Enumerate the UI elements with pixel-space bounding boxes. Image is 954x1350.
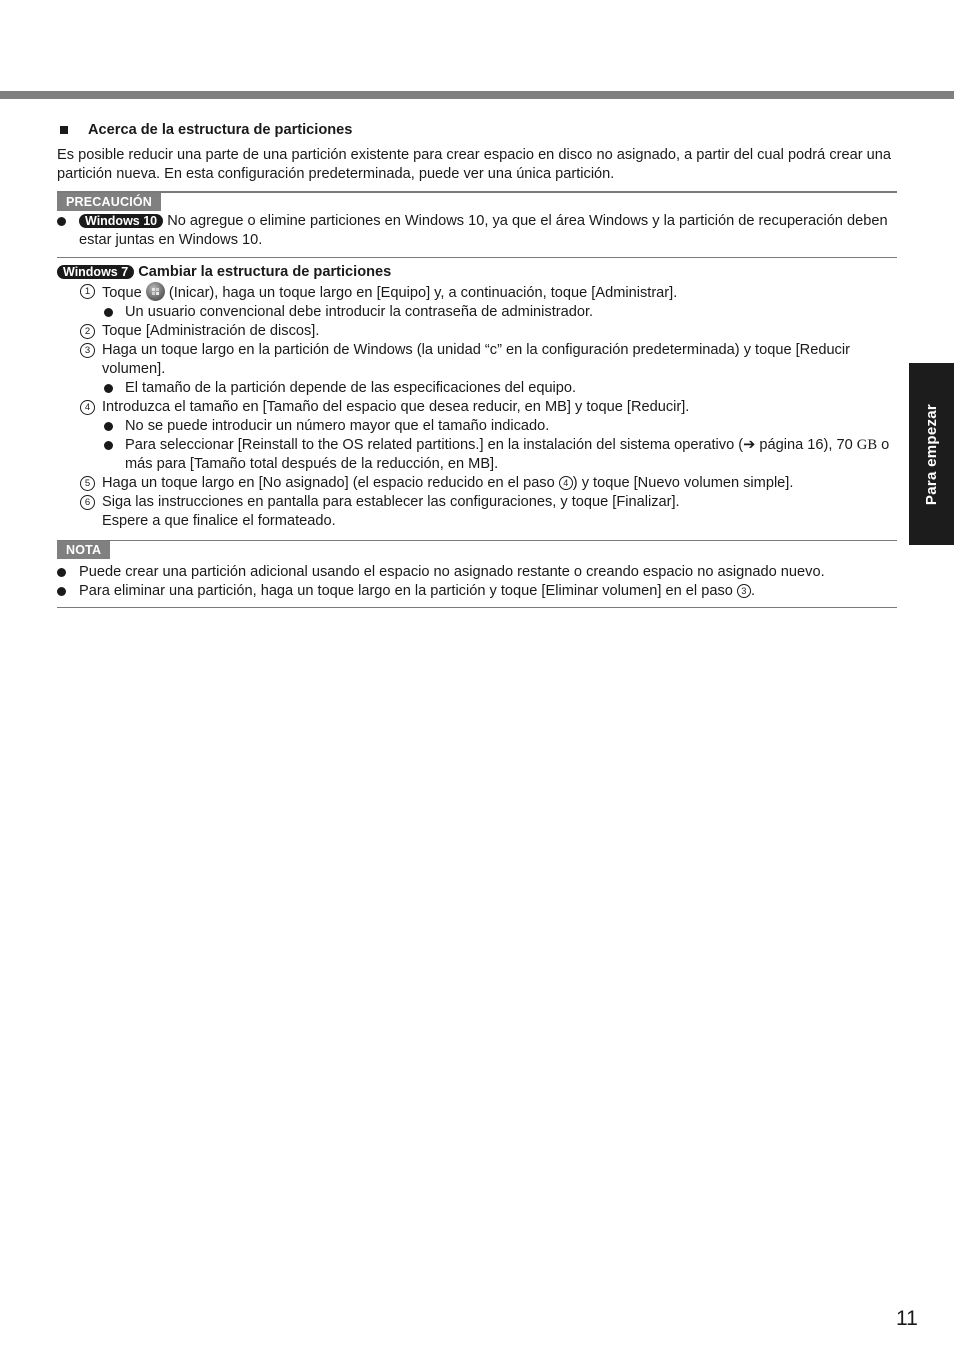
step-number: 3 bbox=[80, 343, 95, 358]
bullet-icon bbox=[57, 217, 66, 226]
windows-10-badge: Windows 10 bbox=[79, 214, 163, 228]
step-number: 2 bbox=[80, 324, 95, 339]
bullet-icon bbox=[104, 441, 113, 450]
step-note-text: o más para [Tamaño total después de la reducción, en MB]. bbox=[125, 437, 890, 472]
step-1 bbox=[57, 282, 897, 303]
caution-label: PRECAUCIÓN bbox=[57, 193, 161, 211]
unit-gb: GB bbox=[856, 437, 878, 453]
step-3-note bbox=[57, 379, 897, 398]
step-text: Toque [Administración de discos]. bbox=[102, 323, 320, 339]
windows-start-icon bbox=[146, 282, 165, 301]
step-note-text: Para seleccionar [Reinstall to the OS related partitions.] en la instalación del sistema operativo ( bbox=[125, 437, 744, 453]
page-content bbox=[57, 121, 897, 608]
bullet-icon bbox=[104, 422, 113, 431]
step-reference: 4 bbox=[559, 476, 573, 490]
step-note-text: No se puede introducir un número mayor que el tamaño indicado. bbox=[125, 418, 550, 434]
page-reference: página 16), 70 bbox=[755, 437, 857, 453]
bullet-icon bbox=[104, 308, 113, 317]
step-text: Introduzca el tamaño en [Tamaño del espacio que desea reducir, en MB] y toque [Reducir]. bbox=[102, 399, 690, 415]
win7-heading bbox=[57, 263, 897, 282]
bullet-icon bbox=[57, 587, 66, 596]
note-text: . bbox=[750, 583, 755, 599]
step-5 bbox=[57, 474, 897, 493]
step-4-note-2 bbox=[57, 436, 897, 474]
caution-divider bbox=[57, 257, 897, 258]
step-1-note bbox=[57, 303, 897, 322]
step-text: Haga un toque largo en [No asignado] (el espacio reducido en el paso bbox=[102, 475, 559, 491]
step-text: Espere a que finalice el formateado. bbox=[102, 513, 336, 529]
win7-heading-text: Cambiar la estructura de particiones bbox=[138, 264, 392, 280]
note-label: NOTA bbox=[57, 541, 110, 559]
intro-paragraph: Es posible reducir una parte de una partición existente para crear espacio en disco no asignado, a partir del cual podrá crear una partición nueva. En esta configuración predeterminada, puede ver una única partición. bbox=[57, 147, 891, 182]
step-2 bbox=[57, 322, 897, 341]
note-text: Para eliminar una partición, haga un toque largo en la partición y toque [Eliminar volumen] en el paso bbox=[79, 583, 737, 599]
section-side-tab bbox=[909, 363, 954, 545]
step-text: Haga un toque largo en la partición de Windows (la unidad “c” en la configuración predeterminada) y toque [Reducir volumen]. bbox=[102, 342, 850, 377]
section-heading-text: Acerca de la estructura de particiones bbox=[88, 122, 353, 138]
step-number: 5 bbox=[80, 476, 95, 491]
note-item-2 bbox=[57, 582, 897, 601]
arrow-right-icon: ➔ bbox=[743, 437, 756, 453]
step-note-text: El tamaño de la partición depende de las especificaciones del equipo. bbox=[125, 380, 577, 396]
windows-7-badge: Windows 7 bbox=[57, 265, 134, 279]
step-number: 4 bbox=[80, 400, 95, 415]
step-number: 1 bbox=[80, 284, 95, 299]
bullet-icon bbox=[57, 568, 66, 577]
note-text: Puede crear una partición adicional usando el espacio no asignado restante o creando espacio no asignado nuevo. bbox=[79, 564, 825, 580]
page-number: 11 bbox=[896, 1307, 918, 1330]
step-text: Toque bbox=[102, 285, 142, 301]
step-text: (Inicar), haga un toque largo en [Equipo] y, a continuación, toque [Administrar]. bbox=[168, 285, 678, 301]
step-4-note-1 bbox=[57, 417, 897, 436]
caution-box bbox=[57, 191, 897, 212]
caution-item bbox=[57, 212, 897, 250]
note-divider bbox=[57, 607, 897, 608]
step-text: ) y toque [Nuevo volumen simple]. bbox=[572, 475, 794, 491]
step-6-continued bbox=[57, 512, 897, 531]
step-4 bbox=[57, 398, 897, 417]
step-6 bbox=[57, 493, 897, 512]
square-bullet-icon bbox=[60, 126, 68, 134]
side-tab-label: Para empezar bbox=[923, 403, 941, 505]
step-3 bbox=[57, 341, 897, 379]
section-heading bbox=[57, 121, 897, 141]
step-number: 6 bbox=[80, 495, 95, 510]
step-reference: 3 bbox=[737, 584, 751, 598]
bullet-icon bbox=[104, 384, 113, 393]
header-bar bbox=[0, 91, 954, 99]
note-box bbox=[57, 540, 897, 560]
note-item-1 bbox=[57, 563, 897, 582]
step-note-text: Un usuario convencional debe introducir la contraseña de administrador. bbox=[125, 304, 594, 320]
step-text: Siga las instrucciones en pantalla para establecer las configuraciones, y toque [Finalizar]. bbox=[102, 494, 680, 510]
caution-text: No agregue o elimine particiones en Windows 10, ya que el área Windows y la partición de recuperación deben estar juntas en Windows 10. bbox=[79, 213, 888, 248]
